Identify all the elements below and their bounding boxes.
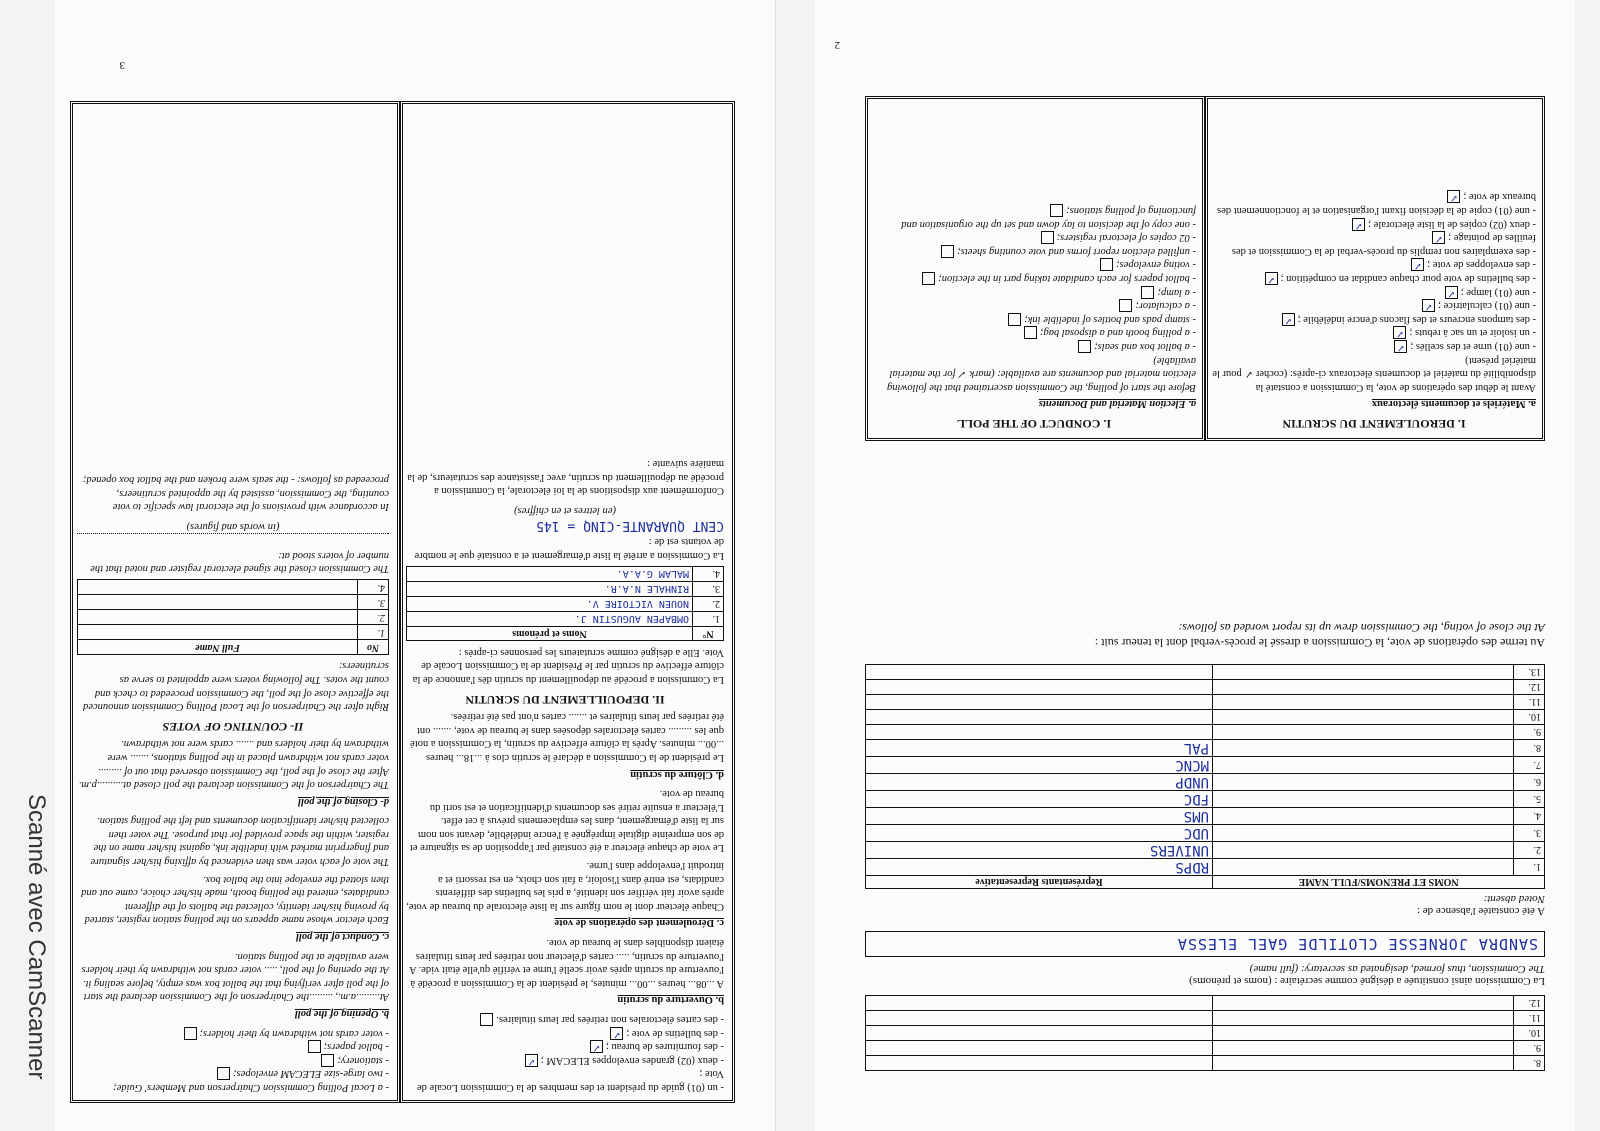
- en-material-item-3: - stationery;: [77, 1053, 389, 1067]
- row-number: 9.: [1514, 1041, 1545, 1056]
- en-closed-text: The Commission closed the signed electoral register and noted that the number of voters stood at:: [90, 549, 389, 575]
- table-row: [866, 1041, 1545, 1056]
- en-item: - one copy of the decision to lay down and set up the organisation and functioning of polling stations;: [901, 205, 1196, 230]
- fr-conduct-column: [1212, 190, 1536, 434]
- fr-column: [406, 456, 724, 1094]
- members-table-continued: [865, 620, 1545, 1071]
- en-caption: (in words and figures): [186, 521, 280, 532]
- empty-cell[interactable]: [866, 680, 1213, 695]
- left-page-rotated: [55, 0, 775, 1131]
- fr-material-item-2: - deux (02) grandes enveloppes ELECAM ;✓: [406, 1053, 724, 1067]
- table-row: [407, 581, 724, 596]
- en-closing-text: In accordance with provisions of the electoral law specific to vote counting, the Commission, assisted by the appointed scrutineers, proceeded as follows: - the seals were broken and the ballot box opened;: [82, 474, 389, 513]
- checkbox[interactable]: [1078, 340, 1091, 353]
- empty-cell[interactable]: [1213, 1026, 1514, 1041]
- checkbox[interactable]: ✓: [1447, 190, 1460, 203]
- table-row: [78, 595, 389, 610]
- page-number: 2: [834, 39, 840, 51]
- handwritten-party[interactable]: UMS: [866, 808, 1213, 825]
- checkbox[interactable]: [1008, 313, 1021, 326]
- table-header: N°: [693, 626, 724, 641]
- en-item: - stamp pads and bottles of indelible ink;: [872, 312, 1196, 326]
- table-row: [866, 710, 1545, 725]
- checkbox[interactable]: [480, 1013, 493, 1026]
- fr-material-item: - un (01) guide du président et des membres de la Commission Locale de Vote ;: [416, 1068, 724, 1093]
- checkbox[interactable]: ✓: [1282, 313, 1295, 326]
- fr-item: - une (01) copie de la décision fixant l'organisation et le fonctionnement des bureaux de vote ;✓: [1217, 191, 1536, 217]
- en-material-item-5: - voter cards not withdrawn by their holders;: [77, 1026, 389, 1040]
- empty-cell[interactable]: [1213, 774, 1514, 791]
- en-d-text: The Chairperson of the Commission declared the poll closed at..........p.m. After the close of the poll, the Commission observed that out of ......... voter cards not withdrawn placed in the polling stations, ....... were withdrawn by their holders and ....... cards were not withdrawn.: [78, 738, 389, 791]
- fr-c-text: Chaque électeur dont le nom figure sur la liste électorale du bureau de vote, après avoir fait vérifier son identité, a pris les bulletins des différents candidats, est entré dans l'isoloir, a fait son choix, en est ressorti et a introduit l'enveloppe dans l'urne.: [406, 860, 724, 912]
- en-item: - unfilled election report forms and vote counting sheets;: [872, 244, 1196, 258]
- report-en: At the close of voting, the Commission drew up its report worded as follows:: [1178, 621, 1545, 635]
- fr-d-text: Le président de la Commission a déclaré le scrutin clos à ...18... heures ...00... minutes. Après la clôture effective du scrutin, la Commission a noté que les ......... cartes électorales déposées dans le bureau de vote, ....... ont été retirées par leurs titulaires et ....... cartes n'ont pas été retirées.: [410, 711, 724, 763]
- row-number: 8.: [1514, 1056, 1545, 1071]
- fr-intro: Avant le début des opérations de vote, la Commission a constaté la disponibilité du matériel et documents électoraux ci-après: (cocher ✓ pour le matériel présent): [1212, 354, 1536, 393]
- row-number: 2.: [358, 610, 389, 625]
- fr-material-item-4: - des bulletins de vote ;✓: [406, 1026, 724, 1040]
- row-number: 6.: [1514, 774, 1545, 791]
- en-c-title: c. Conduct of the poll: [295, 931, 389, 943]
- row-number: 2.: [693, 596, 724, 611]
- checkbox[interactable]: ✓: [610, 1027, 623, 1040]
- handwritten-party[interactable]: UNIVERS: [866, 842, 1213, 859]
- checkbox[interactable]: [184, 1027, 197, 1040]
- fr-b-title: b. Ouverture du scrutin: [617, 994, 724, 1006]
- checkbox[interactable]: ✓: [1411, 258, 1424, 271]
- handwritten-party[interactable]: PAL: [866, 740, 1213, 757]
- table-row: [866, 842, 1545, 859]
- table-row: [866, 1011, 1545, 1026]
- fr-arrete-text: La Commission a arrêté la liste d'émargement et a constaté que le nombre de votants est de :: [414, 536, 724, 561]
- fr-material-list: [406, 1012, 724, 1094]
- table-row: [407, 596, 724, 611]
- table-header: Full Name: [78, 640, 358, 655]
- checkbox[interactable]: ✓: [1432, 231, 1445, 244]
- en-item: - a polling booth and a disposal bag;: [872, 326, 1196, 340]
- table-row: [866, 725, 1545, 740]
- fr-item: - des tampons encreurs et des flacons d'encre indélébile ;✓: [1212, 312, 1536, 326]
- empty-cell[interactable]: [866, 665, 1213, 680]
- table-row: [866, 695, 1545, 710]
- row-number: 10.: [1514, 710, 1545, 725]
- empty-cell[interactable]: [1213, 996, 1514, 1011]
- table-row: [78, 625, 389, 640]
- empty-cell[interactable]: [1213, 757, 1514, 774]
- empty-cell[interactable]: [1213, 1011, 1514, 1026]
- empty-cell[interactable]: [78, 595, 358, 610]
- en-material-list: [77, 1026, 389, 1094]
- checkbox[interactable]: ✓: [590, 1040, 603, 1053]
- handwritten-party[interactable]: FDC: [866, 791, 1213, 808]
- fr-item: - deux (02) copies de la liste électorale ;✓: [1212, 217, 1536, 231]
- table-row: [866, 1056, 1545, 1071]
- fr-ii-title: II. DEPOUILLEMENT DU SCRUTIN: [465, 692, 665, 707]
- fr-c-title: c. Déroulement des opérations de vote: [554, 917, 724, 929]
- empty-cell[interactable]: [78, 610, 358, 625]
- table-row: [866, 757, 1545, 774]
- en-item: - a calculator;: [872, 299, 1196, 313]
- empty-cell[interactable]: [866, 1011, 1213, 1026]
- row-number: 13.: [1514, 665, 1545, 680]
- checkbox[interactable]: [308, 1040, 321, 1053]
- secretary-en: The Commission, thus formed, designated as secretary: (full name): [1249, 963, 1545, 975]
- fr-material-item-5: - des cartes électorales non retirées par leurs titulaires.: [406, 1012, 724, 1026]
- en-material-item: - a Local Polling Commission Chairperson and Members' Guide;: [113, 1082, 389, 1093]
- checkbox[interactable]: ✓: [525, 1054, 538, 1067]
- table-row: [866, 996, 1545, 1011]
- fr-d-title: d. Clôture du scrutin: [630, 768, 724, 780]
- row-number: 8.: [1514, 740, 1545, 757]
- checkbox[interactable]: ✓: [1422, 299, 1435, 312]
- en-conduct-column: [872, 204, 1196, 435]
- en-column: [77, 473, 389, 1094]
- table-row: [407, 611, 724, 626]
- fr-box-title: I. DEROULEMENT DU SCRUTIN: [1282, 417, 1466, 431]
- table-row: [866, 791, 1545, 808]
- empty-cell[interactable]: [866, 725, 1213, 740]
- members-table: [865, 995, 1545, 1071]
- checkbox[interactable]: [922, 272, 935, 285]
- table-row: [866, 808, 1545, 825]
- en-a-title: a. Election Material and Documents: [1038, 398, 1196, 410]
- checkbox[interactable]: [1024, 326, 1037, 339]
- table-row: [866, 825, 1545, 842]
- row-number: 9.: [1514, 725, 1545, 740]
- checkbox[interactable]: [321, 1054, 334, 1067]
- fr-frame-left: [400, 101, 735, 1103]
- en-c-text: Each elector whose name appears on the polling station register, started by proving his/her identity, collected the ballots of the different candidates, entered the polling booth, made his/her choice, came out and then slotted the envelope into the ballot box.: [81, 873, 389, 926]
- row-number: 5.: [1514, 791, 1545, 808]
- empty-cell[interactable]: [78, 625, 358, 640]
- row-number: 10.: [1514, 1026, 1545, 1041]
- table-row: [78, 610, 389, 625]
- en-item: - voting envelopes;: [872, 258, 1196, 272]
- fr-c-text2: Le vote de chaque électeur a été constaté par l'apposition de sa signature et de son empreinte digitale imprégnée à l'encre indélébile, devant son nom sur la liste d'émargement, dans les emplacements prévus à cet effet. L'électeur a ensuite retiré ses documents d'identification et est sorti du bureau de vote.: [409, 788, 724, 854]
- row-number: 7.: [1514, 757, 1545, 774]
- row-number: 2.: [1514, 842, 1545, 859]
- fr-scrutateurs-table: [406, 566, 724, 642]
- checkbox[interactable]: [1100, 258, 1113, 271]
- checkbox[interactable]: [1119, 299, 1132, 312]
- empty-cell[interactable]: [1213, 825, 1514, 842]
- table-header: NOMS ET PRENOMS/FULL NAME: [1213, 876, 1545, 889]
- handwritten-party[interactable]: UDC: [866, 825, 1213, 842]
- en-item: - a lamp;: [872, 285, 1196, 299]
- empty-cell[interactable]: [866, 996, 1213, 1011]
- handwritten-name[interactable]: NOUEN VICTOIRE V.: [407, 596, 693, 611]
- handwritten-party[interactable]: RDPS: [866, 859, 1213, 876]
- table-row: [407, 566, 724, 581]
- table-row: [866, 1026, 1545, 1041]
- table-header: No: [358, 640, 389, 655]
- fr-closing-text: Conformément aux dispositions de la loi électorale, la Commission a procédé au dépouillement du scrutin, avec l'assistance des scrutateurs, de la manière suivante :: [407, 458, 724, 497]
- empty-cell[interactable]: [1213, 725, 1514, 740]
- fr-item: - un isoloir et un sac à rebuts ;✓: [1212, 326, 1536, 340]
- fr-item: - des enveloppes de vote ;✓: [1212, 258, 1536, 272]
- fr-ii-text: La Commission a procédé au dépouillement du scrutin dès l'annonce de la clôture effective du scrutin par le Président de la Commission Locale de Vote. Elle a désigné comme scrutateurs les personnes ci-après :: [412, 646, 724, 685]
- secretary-fr: La Commission ainsi constituée a désigné comme secrétaire : (noms et prénoms): [1189, 975, 1545, 987]
- row-number: 3.: [358, 595, 389, 610]
- absent-fr: A été constatée l'absence de :: [1416, 905, 1545, 917]
- empty-cell[interactable]: [1213, 842, 1514, 859]
- dotted-line: [77, 533, 389, 548]
- row-number: 1.: [358, 625, 389, 640]
- empty-cell[interactable]: [1213, 710, 1514, 725]
- table-header: Représentants Representative: [866, 876, 1213, 889]
- checkbox[interactable]: ✓: [1352, 218, 1365, 231]
- row-number: 11.: [1514, 1011, 1545, 1026]
- row-number: 12.: [1514, 996, 1545, 1011]
- checkbox[interactable]: [1050, 204, 1063, 217]
- row-number: 4.: [693, 566, 724, 581]
- checkbox[interactable]: ✓: [1393, 326, 1406, 339]
- fr-item: - une (01) urne et des scellés ;✓: [1212, 339, 1536, 353]
- absent-en: Noted absent:: [1483, 893, 1545, 905]
- empty-cell[interactable]: [1213, 1041, 1514, 1056]
- table-row: [866, 680, 1545, 695]
- empty-cell[interactable]: [1213, 740, 1514, 757]
- empty-cell[interactable]: [1213, 695, 1514, 710]
- empty-cell[interactable]: [866, 1041, 1213, 1056]
- right-page-rotated: [815, 0, 1575, 1131]
- handwritten-name[interactable]: MALAM G.A.A.: [407, 566, 693, 581]
- en-intro: Before the start of polling, the Commission ascertained that the following election material and documents are available: (mark ✓ for the material available): [886, 354, 1196, 393]
- table-row: [866, 859, 1545, 876]
- row-number: 3.: [1514, 825, 1545, 842]
- left-page: [55, 0, 776, 1131]
- empty-cell[interactable]: [1213, 808, 1514, 825]
- row-number: 1.: [693, 611, 724, 626]
- row-number: 11.: [1514, 695, 1545, 710]
- empty-cell[interactable]: [1213, 665, 1514, 680]
- checkbox[interactable]: [1142, 286, 1155, 299]
- checkbox[interactable]: [217, 1067, 230, 1080]
- table-row: [866, 740, 1545, 757]
- en-item: - ballot papers for each candidate taking part in the election;: [872, 271, 1196, 285]
- row-number: 12.: [1514, 680, 1545, 695]
- en-material-item-4: - ballot papers;: [77, 1040, 389, 1054]
- empty-cell[interactable]: [866, 695, 1213, 710]
- table-row: [78, 580, 389, 595]
- empty-cell[interactable]: [1213, 1056, 1514, 1071]
- fr-item: - une (01) lampe ;✓: [1212, 285, 1536, 299]
- empty-cell[interactable]: [1213, 859, 1514, 876]
- empty-cell[interactable]: [866, 1026, 1213, 1041]
- checkbox[interactable]: ✓: [1394, 340, 1407, 353]
- checkbox[interactable]: ✓: [1265, 272, 1278, 285]
- empty-cell[interactable]: [1213, 791, 1514, 808]
- en-b-text: At.........a.m., .........the Chairperson of the Commission declared the start of the poll after verifying that the ballot box was empty, before sealing it. At the opening of the poll, ..... voter cards not withdrawn by their holders were available at the polling station.: [81, 950, 389, 1003]
- en-box-title: I. CONDUCT OF THE POLL: [956, 417, 1112, 431]
- empty-cell[interactable]: [1213, 680, 1514, 695]
- fr-b-text: A ...08... heures ...00... minutes, le président de la Commission a procédé à l'ouverture du scrutin après avoir scellé l'urne et vérifié qu'elle était vide. A l'ouverture du scrutin, ..... cartes d'électeur non retirées par leurs titulaires étaient disponibles dans le bureau de vote.: [409, 937, 724, 989]
- en-ii-text: Right after the Chairperson of the Local Polling Commission announced the effective close of the poll, the Commission proceeded to check and count the votes. The following voters were appointed to serve as scrutineers:: [83, 660, 389, 713]
- handwritten-party[interactable]: MCNC: [866, 757, 1213, 774]
- row-number: 4.: [358, 580, 389, 595]
- en-scrutineers-table: [77, 579, 389, 655]
- handwritten-votants[interactable]: CENT QUARANTE-CINQ = 145: [536, 518, 724, 534]
- fr-a-title: a. Matériels et documents électoraux: [1371, 398, 1536, 410]
- checkbox[interactable]: [941, 245, 954, 258]
- fr-item: - des bulletins de vote pour chaque candidat en compétition ;✓: [1212, 271, 1536, 285]
- en-item: - 02 copies of electoral registers;: [872, 231, 1196, 245]
- en-material-item-2: - two large-size ELECAM envelopes;: [77, 1067, 389, 1081]
- handwritten-name[interactable]: RINHALE N.A.R.: [407, 581, 693, 596]
- table-header: Noms et prénoms: [407, 626, 693, 641]
- fr-votants-caption: (en lettres et en chiffres): [514, 504, 616, 516]
- en-conduct-box: [865, 96, 1205, 441]
- right-page: [815, 0, 1575, 1131]
- empty-cell[interactable]: [866, 1056, 1213, 1071]
- row-number: 4.: [1514, 808, 1545, 825]
- report-fr: Au terme des opérations de vote, la Commission a dressé le procès-verbal dont la teneur suit :: [1094, 636, 1545, 650]
- handwritten-party[interactable]: UNDP: [866, 774, 1213, 791]
- fr-conduct-box: [1205, 96, 1545, 441]
- row-number: 3.: [693, 581, 724, 596]
- table-row: [866, 665, 1545, 680]
- empty-cell[interactable]: [78, 580, 358, 595]
- secretary-name-field[interactable]: SANDRA JORNESSE CLOTILDE GAEL ELESSA: [865, 931, 1545, 957]
- en-item: - a ballot box and seals;: [872, 339, 1196, 353]
- en-frame-left: [70, 101, 400, 1103]
- page-number: 3: [119, 59, 125, 71]
- en-b-title: b. Opening of the poll: [294, 1008, 389, 1020]
- empty-cell[interactable]: [866, 710, 1213, 725]
- fr-item: - une (01) calculatrice ;✓: [1212, 299, 1536, 313]
- row-number: 1.: [1514, 859, 1545, 876]
- checkbox[interactable]: [1041, 231, 1054, 244]
- handwritten-name[interactable]: OMBAPEN AUGUSTIN J.: [407, 611, 693, 626]
- absent-table: [865, 664, 1545, 889]
- fr-material-item-3: - des fournitures de bureau ;✓: [406, 1040, 724, 1054]
- watermark-text: Scanné avec CamScanner: [23, 794, 50, 1080]
- en-d-title: d- Closing of the poll: [297, 795, 389, 807]
- en-ii-title: II- COUNTING OF VOTES: [162, 719, 304, 734]
- checkbox[interactable]: ✓: [1445, 286, 1458, 299]
- en-c-text2: The vote of each voter was then evidenced by affixing his/her signature and fingerprint marked with indelible ink, against his/her name on the register, within the space provided for that purpose. The voter then collected his/her identification documents and left the polling station.: [90, 815, 389, 868]
- table-row: [866, 774, 1545, 791]
- fr-item: - des exemplaires non remplis du procès-verbal de la Commission et des feuilles de pointage ;✓: [1231, 232, 1536, 257]
